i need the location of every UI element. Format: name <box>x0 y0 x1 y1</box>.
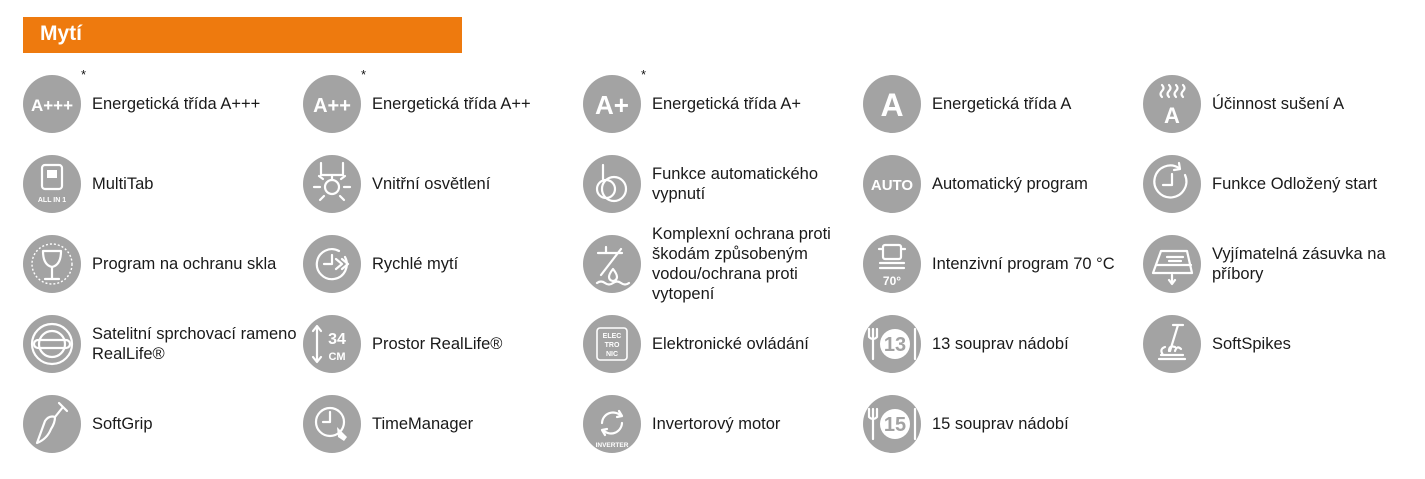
svg-text:ELEC: ELEC <box>602 333 622 340</box>
svg-text:A: A <box>880 87 904 123</box>
svg-text:CM: CM <box>328 351 346 363</box>
feature-label: Funkce automatického vypnutí <box>652 165 819 203</box>
svg-text:INVERTER: INVERTER <box>595 442 629 449</box>
glass-care-icon <box>23 235 81 293</box>
quick-wash-icon <box>303 235 361 293</box>
svg-text:15: 15 <box>883 414 907 436</box>
softgrip-icon <box>23 395 81 453</box>
feature-item <box>1143 315 1421 373</box>
feature-item <box>583 395 861 453</box>
feature-item <box>23 235 301 293</box>
feature-label: Účinnost sušení A <box>1212 95 1345 113</box>
feature-item <box>863 75 1141 133</box>
feature-item <box>303 315 581 373</box>
place-settings-13-icon <box>863 315 921 373</box>
feature-label: Energetická třída A+ <box>652 95 802 113</box>
svg-text:A+: A+ <box>595 90 629 120</box>
feature-item <box>303 155 581 213</box>
footnote-star: * <box>361 67 367 82</box>
feature-item <box>303 395 581 453</box>
feature-item <box>863 395 1141 453</box>
svg-text:AUTO: AUTO <box>870 177 914 194</box>
electronic-control-icon <box>583 315 641 373</box>
feature-label: SoftGrip <box>92 415 153 433</box>
svg-text:A: A <box>1164 103 1180 128</box>
feature-item <box>863 315 1141 373</box>
inverter-motor-icon <box>583 395 641 453</box>
feature-label: Elektronické ovládání <box>652 335 809 353</box>
feature-item <box>583 225 861 303</box>
footnote-star: * <box>641 67 647 82</box>
intensive-program-icon <box>863 235 921 293</box>
feature-item <box>863 155 1141 213</box>
delay-start-icon <box>1143 155 1201 213</box>
feature-label: SoftSpikes <box>1212 335 1291 353</box>
energy-a1plus-icon <box>583 67 647 133</box>
footnote-star: * <box>81 67 87 82</box>
feature-item <box>303 235 581 293</box>
energy-a3plus-icon <box>23 67 87 133</box>
feature-item <box>583 315 861 373</box>
svg-text:A++: A++ <box>313 95 351 117</box>
feature-label: Funkce Odložený start <box>1212 175 1378 193</box>
feature-item <box>23 155 301 213</box>
svg-text:A+++: A+++ <box>30 96 74 115</box>
feature-label: Program na ochranu skla <box>92 255 277 273</box>
feature-label: 15 souprav nádobí <box>932 415 1069 433</box>
auto-program-icon <box>863 155 921 213</box>
multitab-icon <box>23 155 81 213</box>
feature-item <box>23 315 301 373</box>
reallife-space-icon <box>303 315 361 373</box>
energy-a2plus-icon <box>303 67 367 133</box>
softspikes-icon <box>1143 315 1201 373</box>
feature-item <box>303 67 581 133</box>
feature-item <box>863 235 1141 293</box>
feature-item <box>583 67 861 133</box>
feature-label: Invertorový motor <box>652 415 781 433</box>
feature-label: Prostor RealLife® <box>372 335 503 353</box>
interior-light-icon <box>303 155 361 213</box>
feature-label: Automatický program <box>932 175 1088 193</box>
feature-label: Vyjímatelná zásuvka na příbory <box>1212 245 1386 283</box>
svg-text:34: 34 <box>328 331 346 348</box>
feature-label: Vnitřní osvětlení <box>372 175 491 193</box>
svg-text:ALL IN 1: ALL IN 1 <box>37 197 67 204</box>
feature-item <box>1143 235 1421 293</box>
satellite-spray-arm-icon <box>23 315 81 373</box>
feature-label: Intenzivní program 70 °C <box>932 255 1115 273</box>
feature-label: Energetická třída A <box>932 95 1072 113</box>
drying-efficiency-icon <box>1143 75 1201 133</box>
timemanager-icon <box>303 395 361 453</box>
feature-label: 13 souprav nádobí <box>932 335 1069 353</box>
feature-item <box>23 67 301 133</box>
feature-label: MultiTab <box>92 175 154 193</box>
place-settings-15-icon <box>863 395 921 453</box>
section-title: Mytí <box>40 22 82 45</box>
svg-text:13: 13 <box>883 334 907 356</box>
feature-label: Energetická třída A++ <box>372 95 531 113</box>
svg-text:70°: 70° <box>882 274 902 288</box>
feature-item <box>1143 155 1421 213</box>
energy-a-icon <box>863 75 921 133</box>
feature-item <box>23 395 301 453</box>
auto-off-icon <box>583 155 641 213</box>
cutlery-drawer-icon <box>1143 235 1201 293</box>
feature-label: Satelitní sprchovací rameno RealLife® <box>92 325 297 363</box>
feature-label: Rychlé mytí <box>372 255 459 273</box>
feature-label: Komplexní ochrana proti škodám způsobeným vodou/ochrana proti vytopení <box>652 225 831 303</box>
svg-text:TRO: TRO <box>604 342 620 349</box>
feature-label: TimeManager <box>372 415 474 433</box>
feature-item <box>1143 75 1421 133</box>
svg-text:NIC: NIC <box>605 351 619 358</box>
feature-item <box>583 155 861 213</box>
section-header <box>23 17 462 53</box>
water-protection-icon <box>583 235 641 293</box>
feature-label: Energetická třída A+++ <box>92 95 261 113</box>
